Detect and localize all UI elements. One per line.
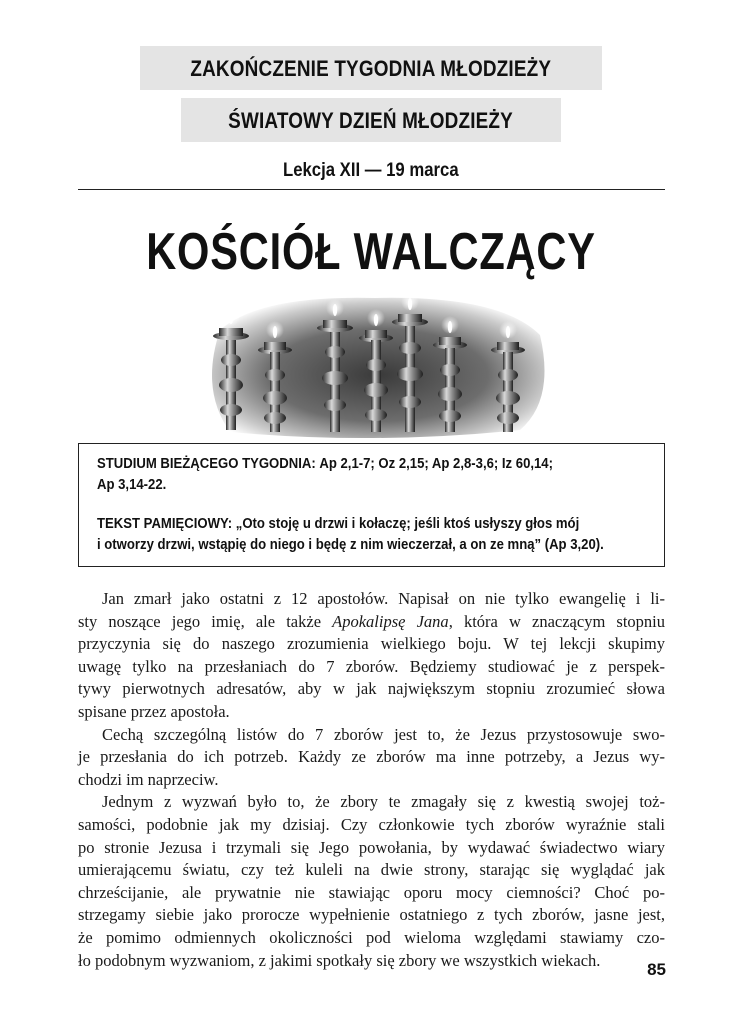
paragraph-1 [78, 588, 665, 724]
header-divider [78, 189, 665, 190]
paragraph-2 [78, 724, 665, 792]
p1-line3: przyczynia się do naszego zrozumienia wielkiego boju. W tej lekcji skupimy [78, 634, 665, 654]
study-box [78, 443, 665, 567]
p2-line1: Cechą szczególną listów do 7 zborów jest to, że Jezus przystosowuje swo- [102, 724, 665, 744]
study-refs-line1: Ap 2,1-7; Oz 2,15; Ap 2,8-3,6; Iz 60,14; [319, 456, 553, 472]
p2-line3: chodzi im naprzeciw. [78, 769, 219, 789]
youth-day-banner [181, 98, 561, 142]
p1-line2: sty noszące jego imię, ale także Apokalipsę Jana, która w znaczącym stopniu [78, 611, 666, 631]
p3-line8: ło podobnym wyzwaniom, z jakimi spotkały się zbory we wszystkich wiekach. [78, 950, 601, 970]
p1-line6: spisane przez apostoła. [78, 701, 230, 721]
p1-line4: uwagę tylko na przesłaniach do 7 zborów. Będziemy studiować je z perspek- [78, 656, 665, 676]
p3-line6: strzegamy siebie jako prorocze wypełnienie ostatniego z tych zborów, jasne jest, [78, 905, 665, 925]
memory-verse [97, 514, 640, 556]
page-number: 85 [647, 960, 666, 979]
memory-label: TEKST PAMIĘCIOWY: [97, 516, 233, 532]
page-title [78, 222, 664, 282]
p3-line5: chrześcijanie, ale prywatnie nie stawiając oporu mocy ciemności? Choć po- [78, 882, 665, 902]
study-label: STUDIUM BIEŻĄCEGO TYGODNIA: [97, 456, 316, 472]
study-refs-line2: Ap 3,14-22. [97, 477, 167, 493]
p1-line5: tywy pierwotnych adresatów, aby w jak największym stopniu zrozumieć słowa [78, 679, 665, 699]
lesson-date: Lekcja XII — 19 marca [283, 160, 459, 181]
p3-line2: samości, podobnie jak my dzisiaj. Czy członkowie tych zborów wyraźnie stali [78, 814, 665, 834]
p3-line7: że pomimo odmiennych okoliczności pod wieloma względami stawiamy czo- [78, 927, 665, 947]
p3-line1: Jednym z wyzwań było to, że zbory te zmagały się z kwestią swojej toż- [102, 792, 665, 812]
p3-line3: po stronie Jezusa i trzymali się Jego powołania, by wydawać świadectwo wiary [78, 837, 665, 857]
book-title: Apokalipsę Jana [332, 611, 449, 631]
p2-line2: je przesłania do ich potrzeb. Każdy ze zborów ma inne potrzeby, a Jezus wy- [78, 747, 665, 767]
week-banner-text: ZAKOŃCZENIE TYGODNIA MŁODZIEŻY [190, 56, 552, 81]
memory-text-line2: i otworzy drzwi, wstąpię do niego i będę z nim wieczerzał, a on ze mną” (Ap 3,20). [97, 537, 604, 553]
body-text [78, 588, 665, 972]
memory-text-line1: „Oto stoję u drzwi i kołaczę; jeśli ktoś usłyszy głos mój [235, 516, 580, 532]
paragraph-3 [78, 791, 665, 972]
lesson-heading [78, 160, 664, 182]
page-title-text: KOŚCIÓŁ WALCZĄCY [146, 223, 596, 281]
weekly-study-references [97, 454, 640, 496]
week-banner [140, 46, 602, 90]
p1-line1: Jan zmarł jako ostatni z 12 apostołów. Napisał on nie tylko ewangelię i li- [102, 589, 665, 608]
youth-day-banner-text: ŚWIATOWY DZIEŃ MŁODZIEŻY [228, 108, 514, 133]
candlesticks-illustration [200, 290, 550, 440]
p3-line4: umierającemu światu, czy też kuleli na dwie strony, starając się wyglądać jak [78, 860, 665, 880]
